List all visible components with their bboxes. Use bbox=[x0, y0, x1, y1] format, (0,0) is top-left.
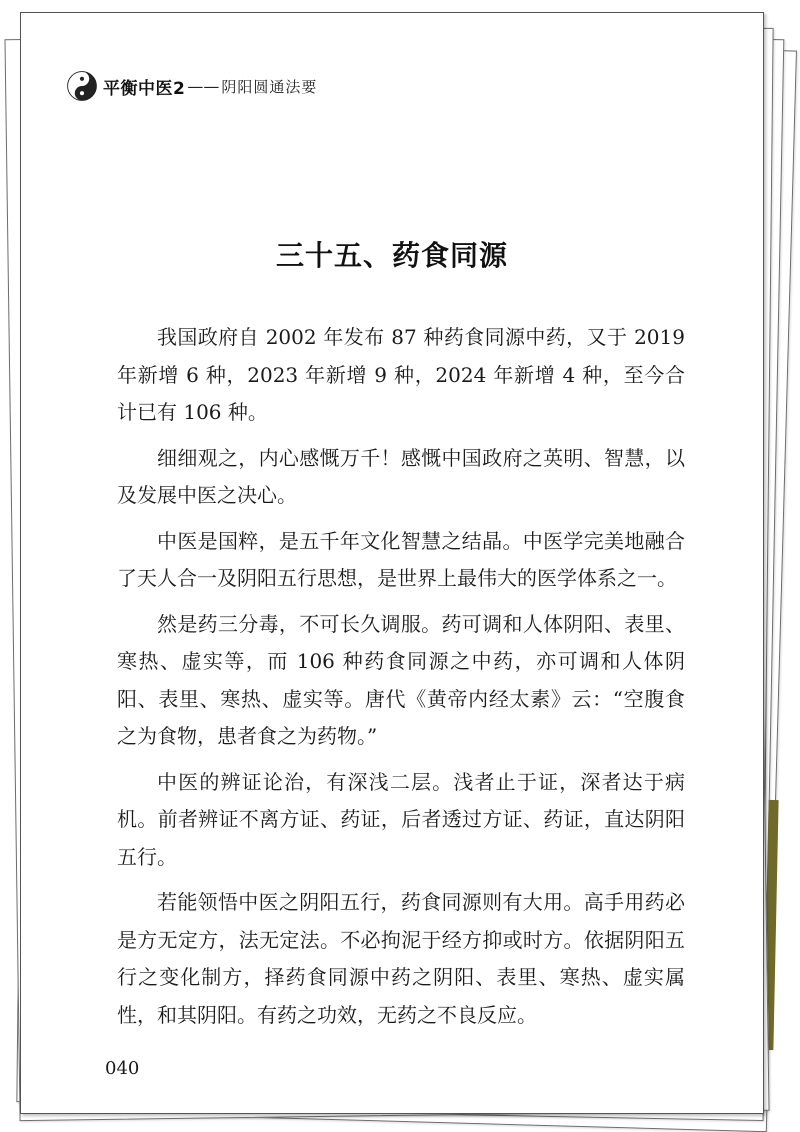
paragraph: 我国政府自 2002 年发布 87 种药食同源中药，又于 2019 年新增 6 种，2023 年新增 9 种，2024 年新增 4 种，至今合计已有 106 种。 bbox=[117, 325, 685, 424]
title-separator: —— bbox=[187, 76, 220, 96]
paragraph: 然是药三分毒，不可长久调服。药可调和人体阴阳、表里、寒热、虚实等，而 106 种药食同源之中药，亦可调和人体阴阳、表里、寒热、虚实等。唐代《黄帝内经太素》云：“空腹食之为食物，患者食之为药物。” bbox=[117, 611, 685, 748]
running-header bbox=[67, 70, 317, 102]
paragraph: 中医的辨证论治，有深浅二层。浅者止于证，深者达于病机。前者辨证不离方证、药证，后者透过方证、药证，直达阴阳五行。 bbox=[117, 769, 685, 869]
body-text bbox=[117, 319, 685, 1042]
paragraph: 若能领悟中医之阴阳五行，药食同源则有大用。高手用药必是方无定方，法无定法。不必拘泥于经方抑或时方。依据阴阳五行之变化制方，择药食同源中药之阴阳、表里、寒热、虚实属性，和其阴阳。有药之功效，无药之不良反应。 bbox=[117, 890, 685, 1027]
book-page bbox=[20, 12, 764, 1114]
page-number: 040 bbox=[105, 1058, 140, 1079]
book-subtitle: 阴阳圆通法要 bbox=[221, 77, 318, 96]
book-title: 平衡中医2 bbox=[103, 78, 186, 99]
paragraph: 中医是国粹，是五千年文化智慧之结晶。中医学完美地融合了天人合一及阴阳五行思想，是世界上最伟大的医学体系之一。 bbox=[117, 528, 685, 590]
chapter-title: 三十五、药食同源 bbox=[275, 239, 508, 272]
paragraph: 细细观之，内心感慨万千！感慨中国政府之英明、智慧，以及发展中医之决心。 bbox=[117, 445, 685, 507]
yin-yang-icon bbox=[67, 71, 97, 101]
